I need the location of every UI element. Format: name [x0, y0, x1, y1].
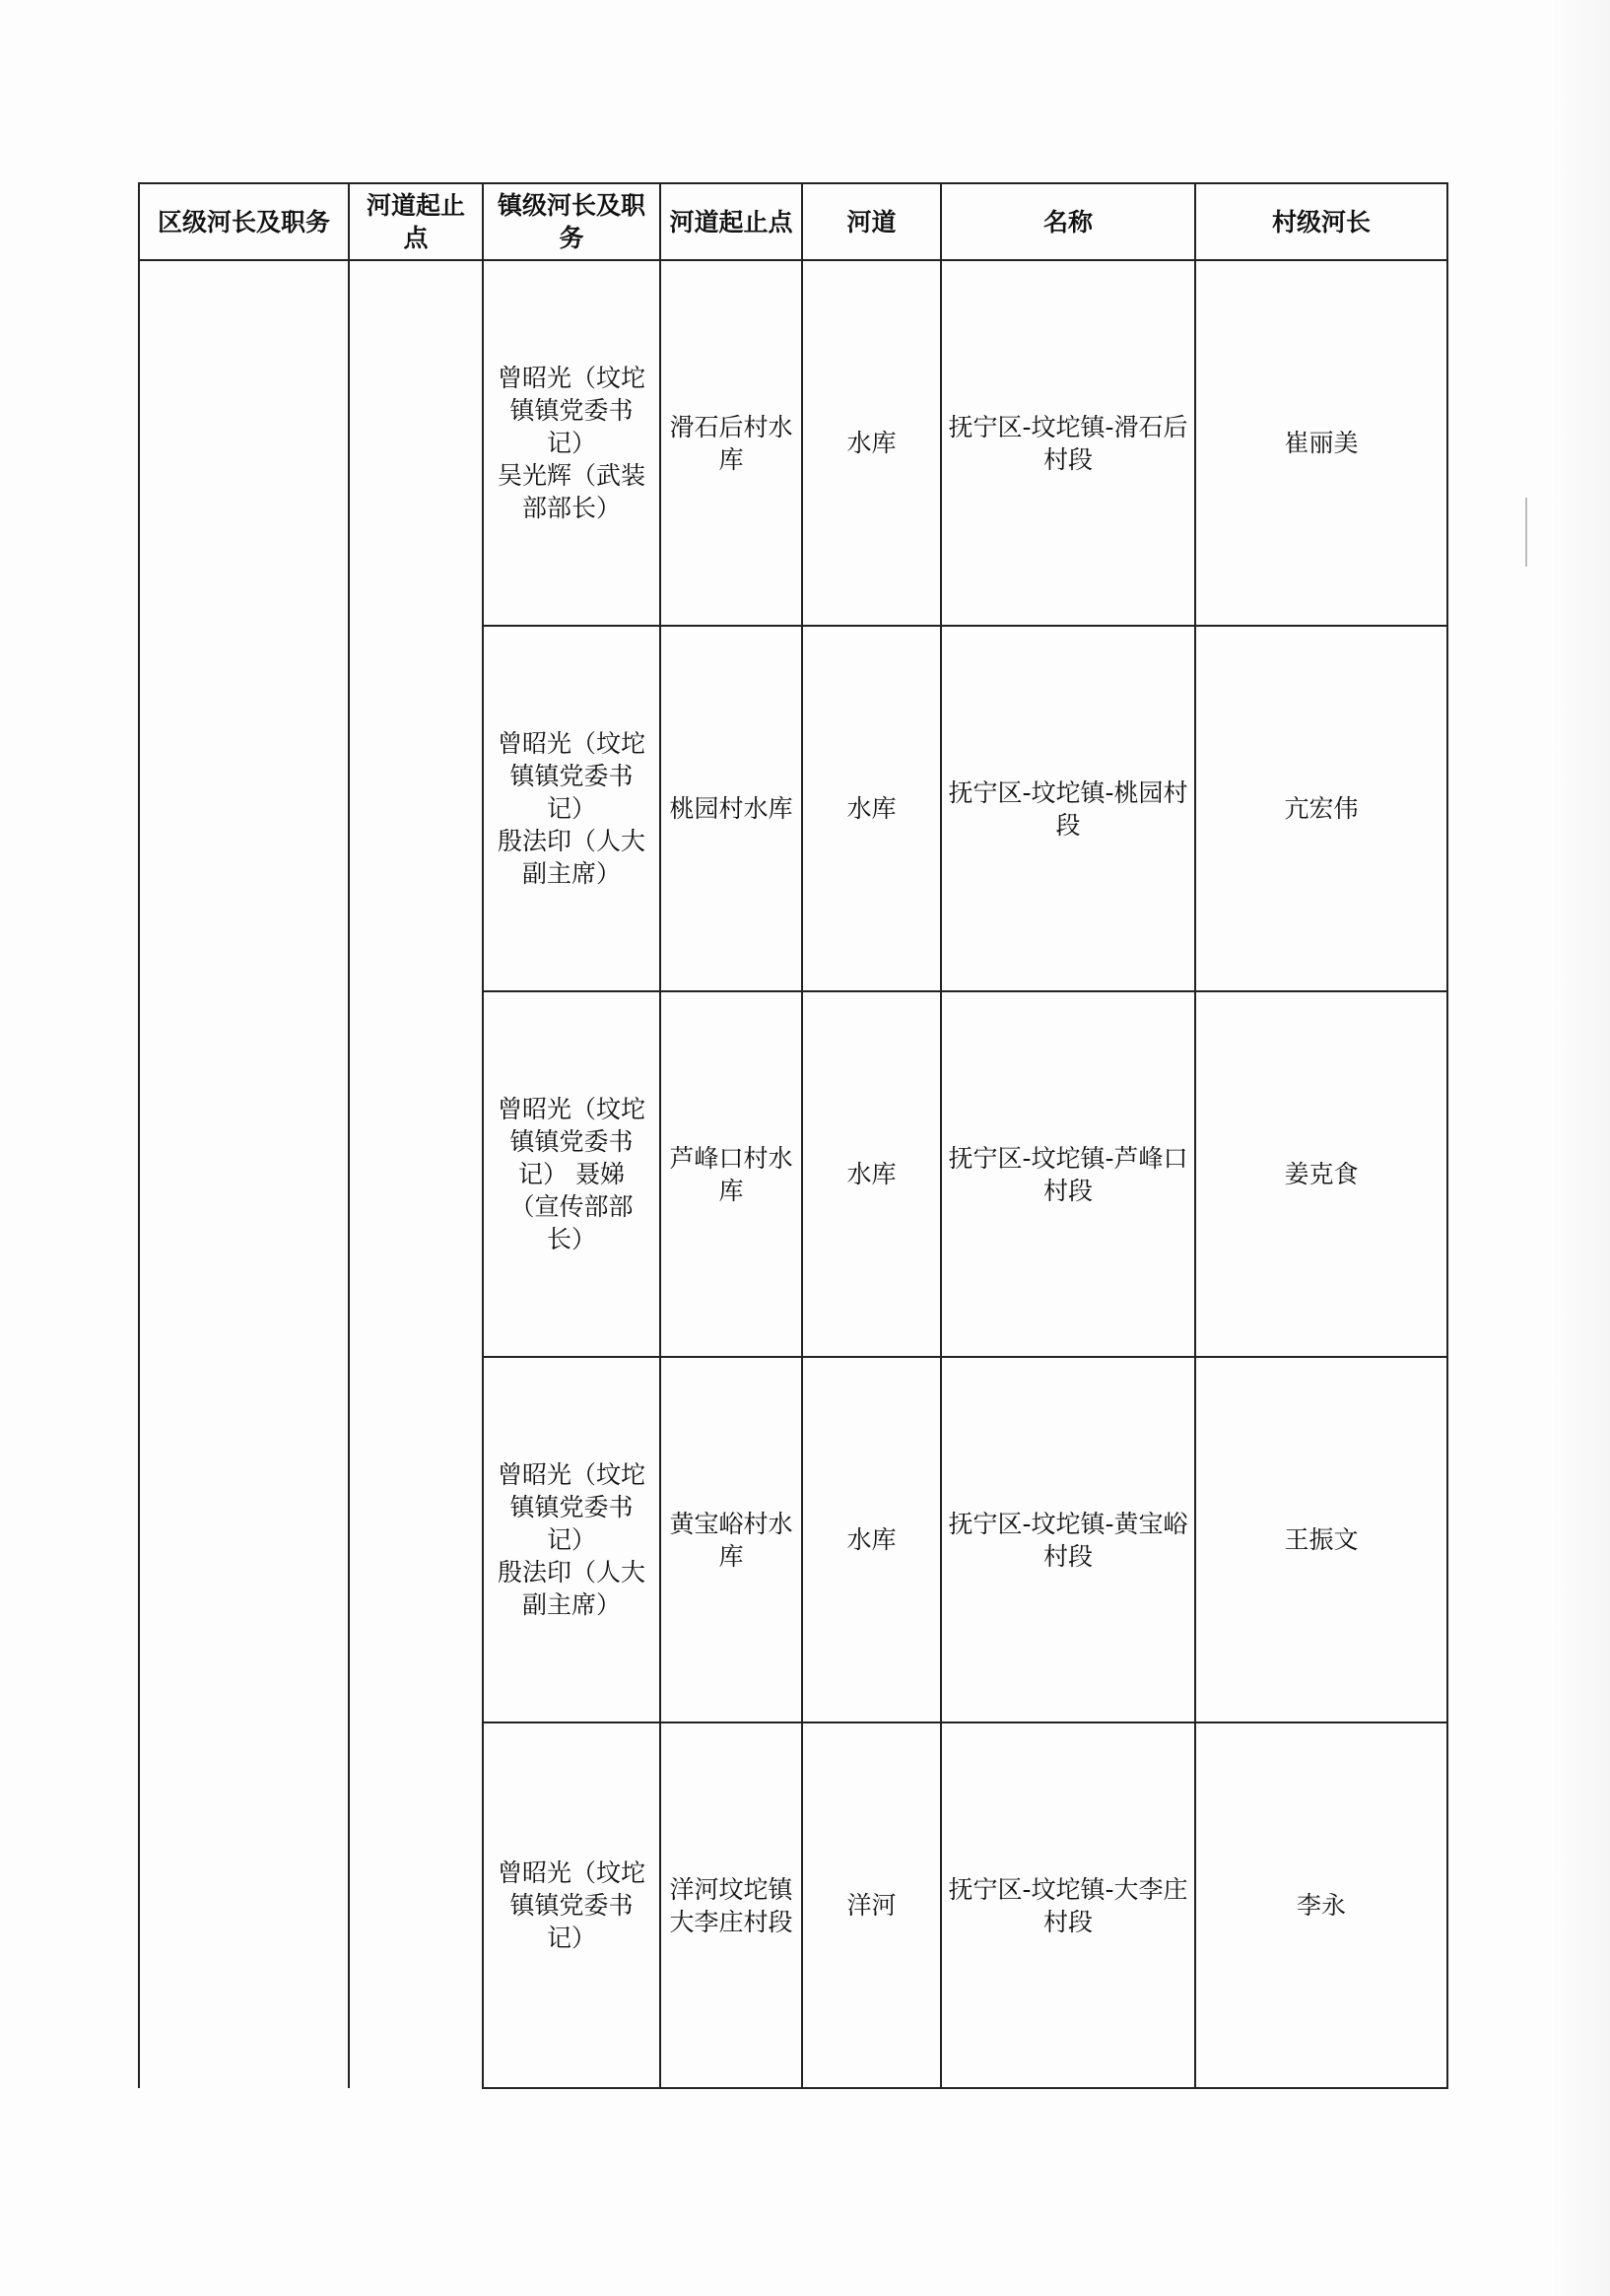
- section-cell: 黄宝峪村水库: [660, 1357, 802, 1722]
- name-cell: 抚宁区-坟坨镇-桃园村段: [941, 626, 1195, 991]
- town-chief-cell: 曾昭光（坟坨 镇镇党委书 记） 殷法印（人大 副主席）: [483, 1357, 660, 1722]
- district-section-cell: [349, 260, 483, 2088]
- header-river-section-1: 河道起止点: [349, 183, 483, 260]
- section-cell: 桃园村水库: [660, 626, 802, 991]
- header-row: [139, 183, 1447, 260]
- river-cell: 水库: [802, 260, 941, 626]
- scan-mark: [1525, 498, 1527, 567]
- section-cell: 洋河坟坨镇大李庄村段: [660, 1722, 802, 2088]
- header-name: 名称: [941, 183, 1195, 260]
- scan-edge-shading: [1551, 0, 1610, 2296]
- header-river-section-2: 河道起止点: [660, 183, 802, 260]
- village-chief-cell: 崔丽美: [1195, 260, 1447, 626]
- header-town-chief: 镇级河长及职务: [483, 183, 660, 260]
- name-cell: 抚宁区-坟坨镇-芦峰口村段: [941, 991, 1195, 1357]
- header-river: 河道: [802, 183, 941, 260]
- town-chief-cell: 曾昭光（坟坨 镇镇党委书 记） 聂娣 （宣传部部 长）: [483, 991, 660, 1357]
- river-cell: 洋河: [802, 1722, 941, 2088]
- town-chief-cell: 曾昭光（坟坨 镇镇党委书 记） 吴光辉（武装 部部长）: [483, 260, 660, 626]
- name-cell: 抚宁区-坟坨镇-黄宝峪村段: [941, 1357, 1195, 1722]
- section-cell: 芦峰口村水库: [660, 991, 802, 1357]
- village-chief-cell: 王振文: [1195, 1357, 1447, 1722]
- river-cell: 水库: [802, 626, 941, 991]
- name-cell: 抚宁区-坟坨镇-滑石后村段: [941, 260, 1195, 626]
- village-chief-cell: 姜克食: [1195, 991, 1447, 1357]
- town-chief-cell: 曾昭光（坟坨 镇镇党委书 记） 殷法印（人大 副主席）: [483, 626, 660, 991]
- header-village-chief: 村级河长: [1195, 183, 1447, 260]
- table-row: [139, 260, 1447, 626]
- river-chief-table: [138, 182, 1448, 2089]
- header-district-chief: 区级河长及职务: [139, 183, 349, 260]
- village-chief-cell: 李永: [1195, 1722, 1447, 2088]
- table: [138, 182, 1448, 2089]
- town-chief-cell: 曾昭光（坟坨 镇镇党委书 记）: [483, 1722, 660, 2088]
- river-cell: 水库: [802, 991, 941, 1357]
- village-chief-cell: 亢宏伟: [1195, 626, 1447, 991]
- section-cell: 滑石后村水库: [660, 260, 802, 626]
- district-chief-cell: [139, 260, 349, 2088]
- name-cell: 抚宁区-坟坨镇-大李庄村段: [941, 1722, 1195, 2088]
- river-cell: 水库: [802, 1357, 941, 1722]
